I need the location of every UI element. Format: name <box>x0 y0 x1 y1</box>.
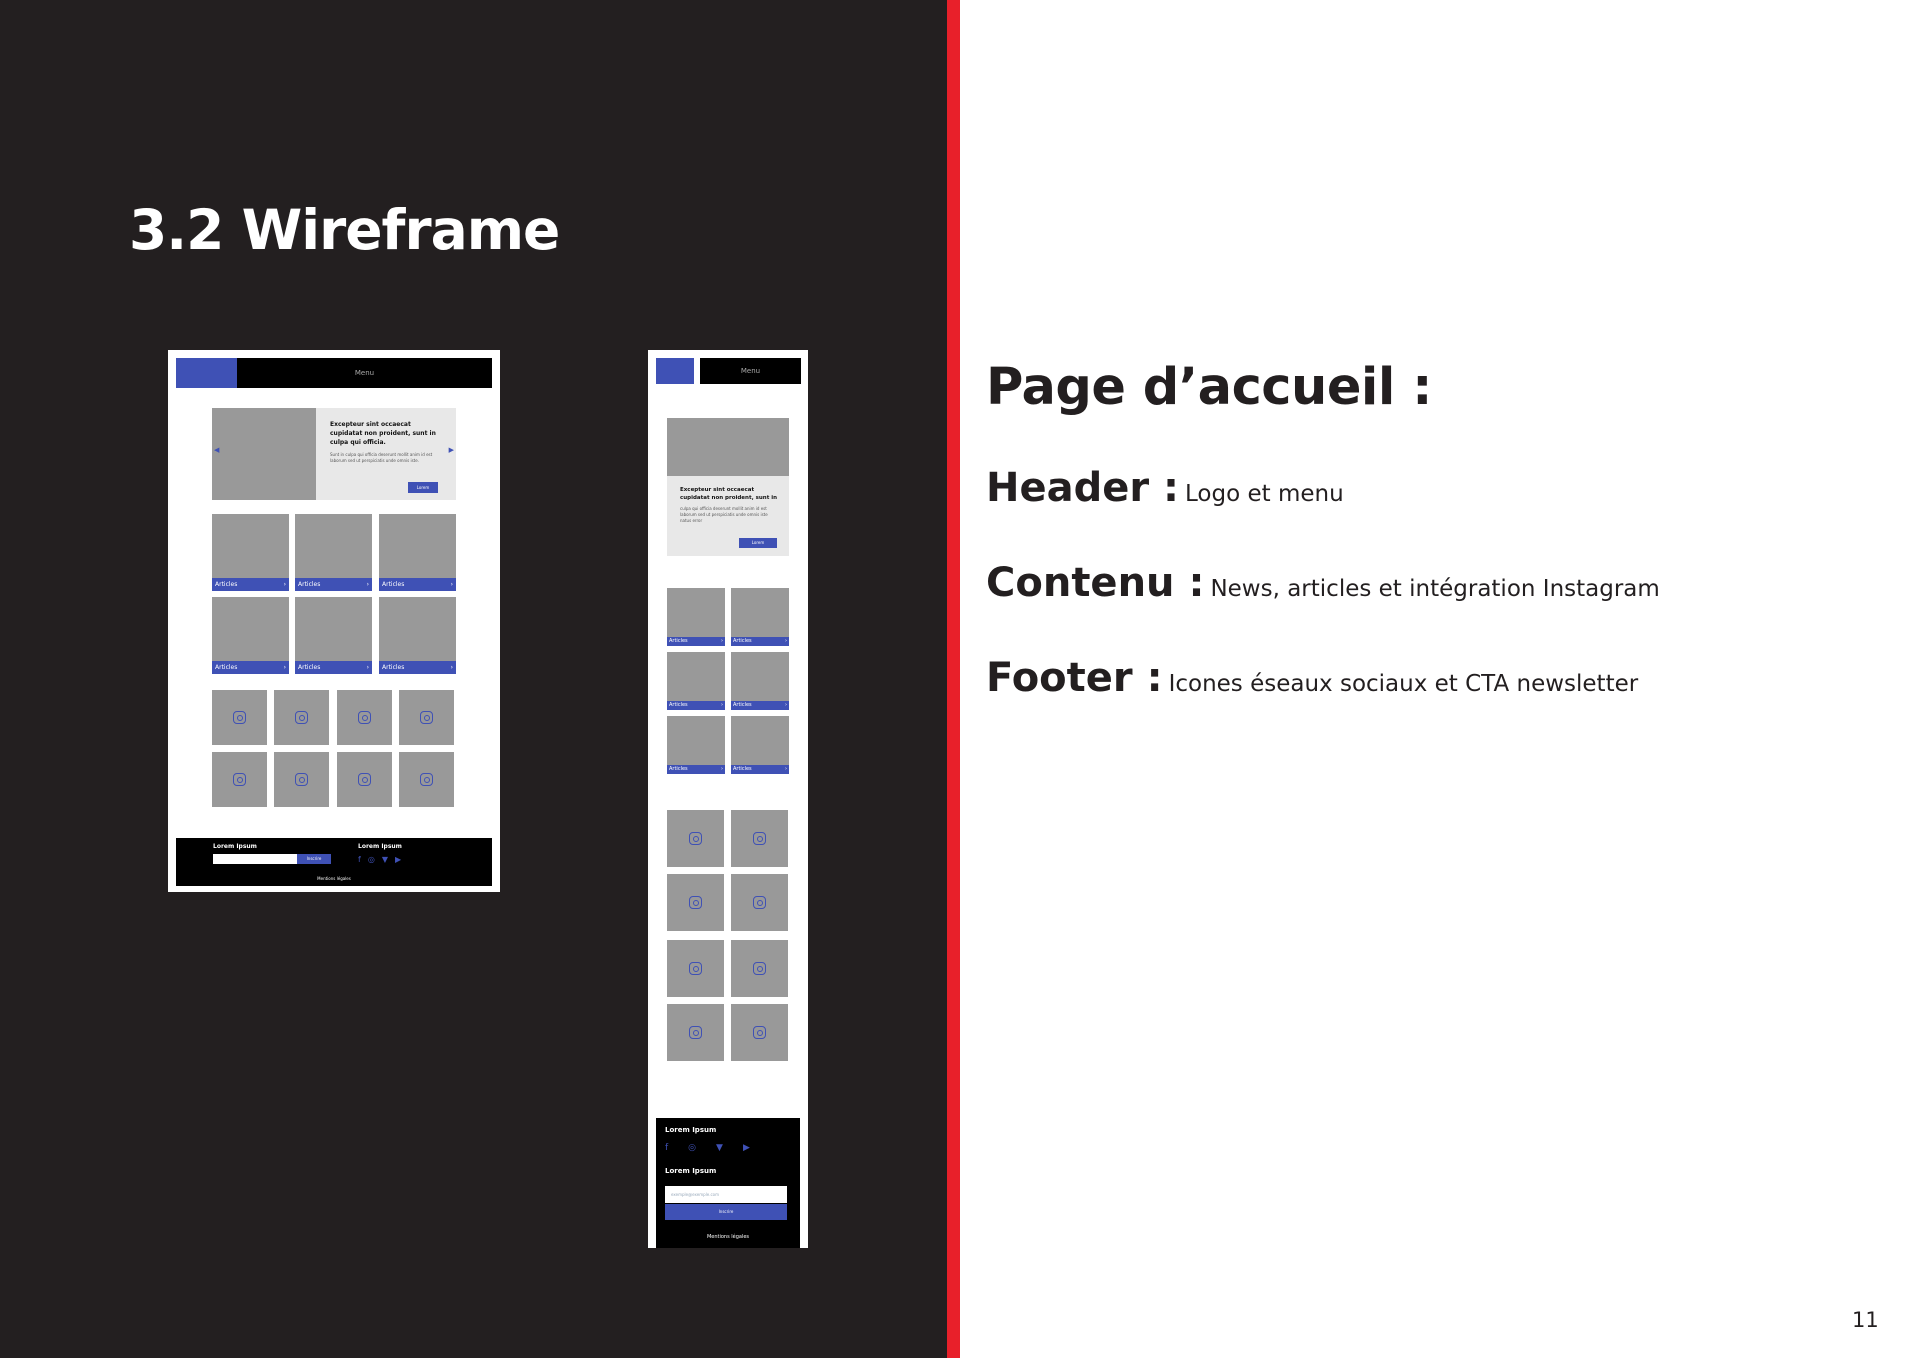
instagram-icon <box>295 773 308 786</box>
hero-heading: Excepteur sint occaecat cupidatat non proident, sunt in <box>680 487 778 501</box>
instagram-icon: ◎ <box>688 1143 717 1153</box>
article-label: Articles <box>733 766 752 772</box>
page-heading: Page d’accueil : <box>986 358 1433 417</box>
article-card <box>667 652 725 710</box>
article-label: Articles <box>298 664 321 671</box>
chevron-right-icon: ▶ <box>448 446 454 454</box>
instagram-icon <box>689 1026 702 1039</box>
wireframe-footer <box>656 1118 800 1248</box>
article-label: Articles <box>215 664 238 671</box>
instagram-icon <box>358 773 371 786</box>
instagram-tile <box>667 1004 724 1061</box>
article-label: Articles <box>382 581 405 588</box>
section-title: 3.2 Wireframe <box>129 198 560 262</box>
article-card <box>731 588 789 646</box>
hero-text: Sunt in culpa qui officia deserunt mollit anim id est laborum sed ut perspiciatis unde omnis iste. <box>330 452 433 463</box>
twitter-icon: ▼ <box>716 1143 743 1153</box>
instagram-tile <box>212 690 267 745</box>
left-panel <box>0 0 947 1358</box>
legal-text: Mentions légales <box>706 1234 750 1240</box>
facebook-icon: f <box>358 855 368 864</box>
instagram-icon <box>689 832 702 845</box>
instagram-tile <box>731 1004 788 1061</box>
hero-image-placeholder <box>667 418 789 476</box>
instagram-icon <box>233 773 246 786</box>
instagram-icon <box>420 773 433 786</box>
chevron-right-icon: › <box>450 581 453 588</box>
chevron-right-icon: › <box>785 638 787 644</box>
wireframe-footer <box>176 838 492 886</box>
row-key: Contenu : <box>986 560 1205 606</box>
instagram-tile <box>274 690 329 745</box>
desktop-wireframe <box>168 350 500 892</box>
row-value: News, articles et intégration Instagram <box>1210 576 1660 602</box>
instagram-tile <box>731 940 788 997</box>
chevron-right-icon: › <box>366 664 369 671</box>
article-label: Articles <box>382 664 405 671</box>
wireframe-menu: Menu <box>354 369 375 377</box>
instagram-tile <box>212 752 267 807</box>
chevron-right-icon: › <box>785 766 787 772</box>
instagram-icon <box>753 832 766 845</box>
hero-image-placeholder <box>212 408 316 500</box>
hero-heading: Excepteur sint occaecat cupidatat non proident, sunt in culpa qui officia. <box>330 421 436 446</box>
social-icons <box>665 1143 770 1153</box>
footer-heading: Lorem Ipsum <box>358 843 402 850</box>
twitter-icon: ▼ <box>381 855 395 864</box>
newsletter-button: Inscrire <box>297 854 331 864</box>
wireframe-menu: Menu <box>700 358 801 384</box>
article-card <box>731 652 789 710</box>
footer-heading: Lorem Ipsum <box>213 843 257 850</box>
page-number: 11 <box>1852 1308 1879 1332</box>
chevron-right-icon: › <box>721 766 723 772</box>
instagram-icon <box>689 896 702 909</box>
legal-text: Mentions légales <box>317 876 351 881</box>
article-label: Articles <box>669 638 688 644</box>
article-label: Articles <box>298 581 321 588</box>
article-card <box>379 514 456 591</box>
chevron-right-icon: › <box>283 581 286 588</box>
instagram-icon <box>753 896 766 909</box>
article-label: Articles <box>733 638 752 644</box>
newsletter-input <box>213 854 297 864</box>
chevron-right-icon: › <box>283 664 286 671</box>
newsletter-input: exemple@exemple.com <box>665 1186 787 1203</box>
instagram-tile <box>399 752 454 807</box>
youtube-icon: ▶ <box>394 855 409 864</box>
instagram-icon <box>295 711 308 724</box>
facebook-icon: f <box>665 1143 689 1153</box>
instagram-icon <box>753 1026 766 1039</box>
chevron-right-icon: › <box>721 638 723 644</box>
instagram-icon <box>753 962 766 975</box>
social-icons <box>358 855 408 864</box>
instagram-tile <box>337 690 392 745</box>
footer-heading: Lorem Ipsum <box>665 1126 717 1134</box>
article-card <box>212 597 289 674</box>
instagram-icon <box>420 711 433 724</box>
instagram-tile <box>274 752 329 807</box>
article-label: Articles <box>215 581 238 588</box>
hero-button: Lorem <box>739 538 777 548</box>
article-label: Articles <box>733 702 752 708</box>
article-card <box>295 597 372 674</box>
instagram-icon: ◎ <box>367 855 382 864</box>
article-card <box>667 716 725 774</box>
section-row-content <box>986 560 1660 606</box>
instagram-icon <box>358 711 371 724</box>
instagram-tile <box>399 690 454 745</box>
wireframe-navbar <box>176 358 492 388</box>
youtube-icon: ▶ <box>742 1143 770 1153</box>
row-value: Icones éseaux sociaux et CTA newsletter <box>1168 671 1639 697</box>
article-card <box>731 716 789 774</box>
chevron-right-icon: › <box>721 702 723 708</box>
article-card <box>667 588 725 646</box>
section-row-header <box>986 465 1344 511</box>
red-divider <box>947 0 960 1358</box>
mobile-wireframe <box>648 350 808 1248</box>
article-card <box>295 514 372 591</box>
wireframe-logo <box>176 358 237 388</box>
instagram-icon <box>233 711 246 724</box>
instagram-tile <box>667 874 724 931</box>
newsletter-button: Inscrire <box>665 1204 787 1220</box>
chevron-right-icon: › <box>785 702 787 708</box>
hero-button: Lorem <box>408 482 438 493</box>
wireframe-logo <box>656 358 694 384</box>
section-row-footer <box>986 655 1638 701</box>
article-label: Articles <box>669 702 688 708</box>
instagram-tile <box>667 940 724 997</box>
wireframe-hero <box>212 408 456 500</box>
instagram-tile <box>337 752 392 807</box>
chevron-right-icon: › <box>366 581 369 588</box>
instagram-icon <box>689 962 702 975</box>
article-card <box>379 597 456 674</box>
hero-text: culpa qui officia deserunt mollit anim id est laborum sed ut perspiciatis unde omnis iste natus error <box>680 506 768 523</box>
row-key: Header : <box>986 465 1180 511</box>
article-label: Articles <box>669 766 688 772</box>
chevron-left-icon: ◀ <box>214 446 220 454</box>
row-key: Footer : <box>986 655 1163 701</box>
instagram-tile <box>731 874 788 931</box>
instagram-tile <box>731 810 788 867</box>
footer-heading: Lorem Ipsum <box>665 1167 717 1175</box>
row-value: Logo et menu <box>1185 481 1344 507</box>
chevron-right-icon: › <box>450 664 453 671</box>
wireframe-hero <box>667 418 789 556</box>
instagram-tile <box>667 810 724 867</box>
article-card <box>212 514 289 591</box>
